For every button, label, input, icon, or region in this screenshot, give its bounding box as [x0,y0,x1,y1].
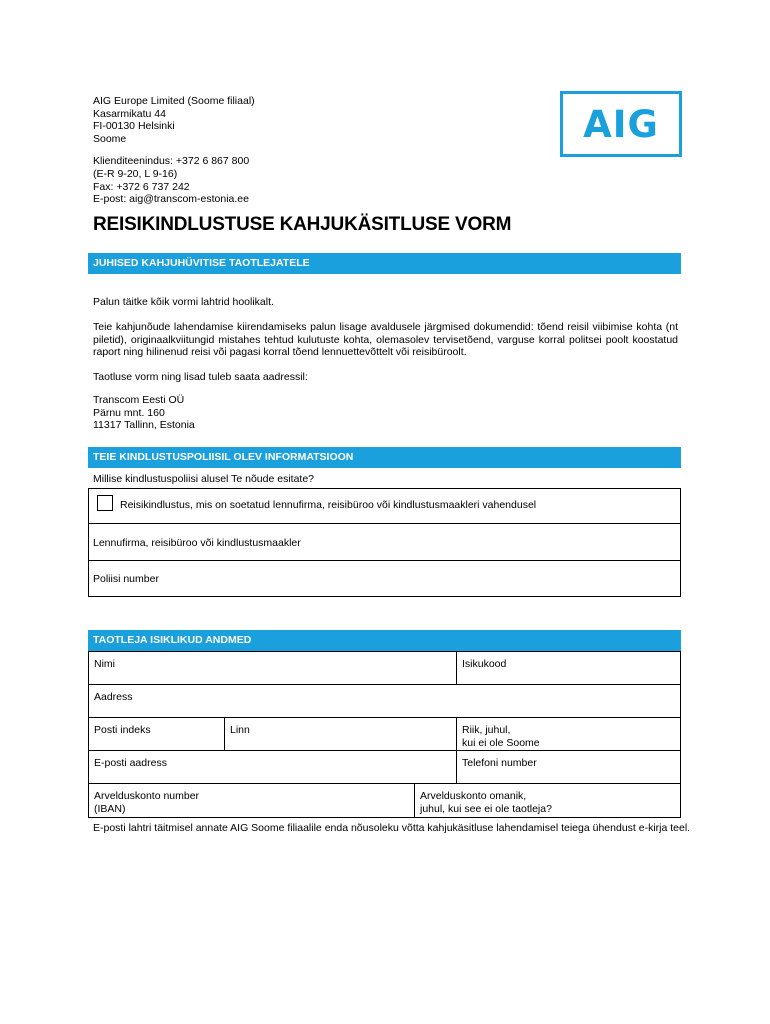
recipient-line: 11317 Tallinn, Estonia [93,419,195,432]
country-field[interactable] [456,717,681,751]
policy-question: Millise kindlustuspoliisi alusel Te nõude esitate? [93,473,315,485]
company-address-block [93,95,255,206]
country-label-line-2: kui ei ole Soome [462,736,540,749]
contact-line: Klienditeenindus: +372 6 867 800 [93,155,250,168]
postal-code-field[interactable] [88,717,225,751]
iban-label-line-1: Arvelduskonto number [94,790,200,802]
recipient-address [93,394,678,432]
city-label: Linn [230,724,250,736]
address-field[interactable] [88,684,681,718]
instructions-paragraph-1: Palun täitke kõik vormi lahtrid hoolikalt. [93,296,274,308]
policy-type-checkbox[interactable] [97,495,113,511]
address-line: AIG Europe Limited (Soome filiaal) [93,95,255,107]
instructions-paragraph-2: Teie kahjunõude lahendamise kiirendamiseks palun lisage avaldusele järgmised dokumendid: tõend reisil viibimise kohta (nt piletid), originaalkviitungid mistahes tehtud kulutuste kohta, olemasolev tervisetõend, varguse korral politsei poolt koostatud raport ning hilinenud reisi või pagasi korral tõend lennuettevõttelt või reisibüroolt. [93,321,678,359]
address-line: Kasarmikatu 44 [93,107,166,120]
email-field[interactable] [88,750,457,784]
name-field[interactable] [88,651,457,685]
contact-line: (E-R 9-20, L 9-16) [93,167,178,180]
email-label: E-posti aadress [94,757,167,769]
name-label: Nimi [94,658,115,670]
recipient-line: Pärnu mnt. 160 [93,406,165,419]
agent-field-label: Lennufirma, reisibüroo või kindlustusmaakler [93,537,301,549]
id-code-field[interactable] [456,651,681,685]
email-consent-note: E-posti lahtri täitmisel annate AIG Soome filiaalile enda nõusoleku võtta kahjukäsitluse lahendamisel teiega ühendust e-kirja teel. [93,822,691,834]
recipient-line: Transcom Eesti OÜ [93,394,185,406]
id-code-label: Isikukood [462,658,507,670]
phone-field[interactable] [456,750,681,784]
section-header-instructions: JUHISED KAHJUHÜVITISE TAOTLEJATELE [88,253,681,274]
account-owner-label-line-1: Arvelduskonto omanik, [420,790,527,802]
iban-label-line-2: (IBAN) [94,802,126,815]
account-owner-field[interactable] [414,783,681,818]
city-field[interactable] [224,717,457,751]
policy-type-checkbox-label: Reisikindlustus, mis on soetatud lennufirma, reisibüroo või kindlustusmaakleri vahendusel [120,499,537,511]
address-line: FI-00130 Helsinki [93,120,175,133]
policy-number-field[interactable] [88,560,681,597]
address-label: Aadress [94,691,133,703]
contact-line: Fax: +372 6 737 242 [93,180,190,193]
page-title: REISIKINDLUSTUSE KAHJUKÄSITLUSE VORM [93,214,512,235]
postal-code-label: Posti indeks [94,724,151,736]
aig-logo [560,91,682,157]
phone-label: Telefoni number [462,757,537,769]
policy-number-label: Poliisi number [93,573,159,585]
agent-field[interactable] [88,523,681,560]
section-header-policy-info: TEIE KINDLUSTUSPOLIISIL OLEV INFORMATSIOON [88,447,681,468]
account-owner-label-line-2: juhul, kui see ei ole taotleja? [420,802,552,815]
iban-field[interactable] [88,783,415,818]
country-label-line-1: Riik, juhul, [462,724,511,736]
address-line: Soome [93,132,127,145]
instructions-paragraph-3: Taotluse vorm ning lisad tuleb saata aadressil: [93,371,308,383]
contact-line: E-post: aig@transcom-estonia.ee [93,193,249,206]
logo-text: AIG [583,102,659,146]
section-header-applicant: TAOTLEJA ISIKLIKUD ANDMED [88,630,681,651]
